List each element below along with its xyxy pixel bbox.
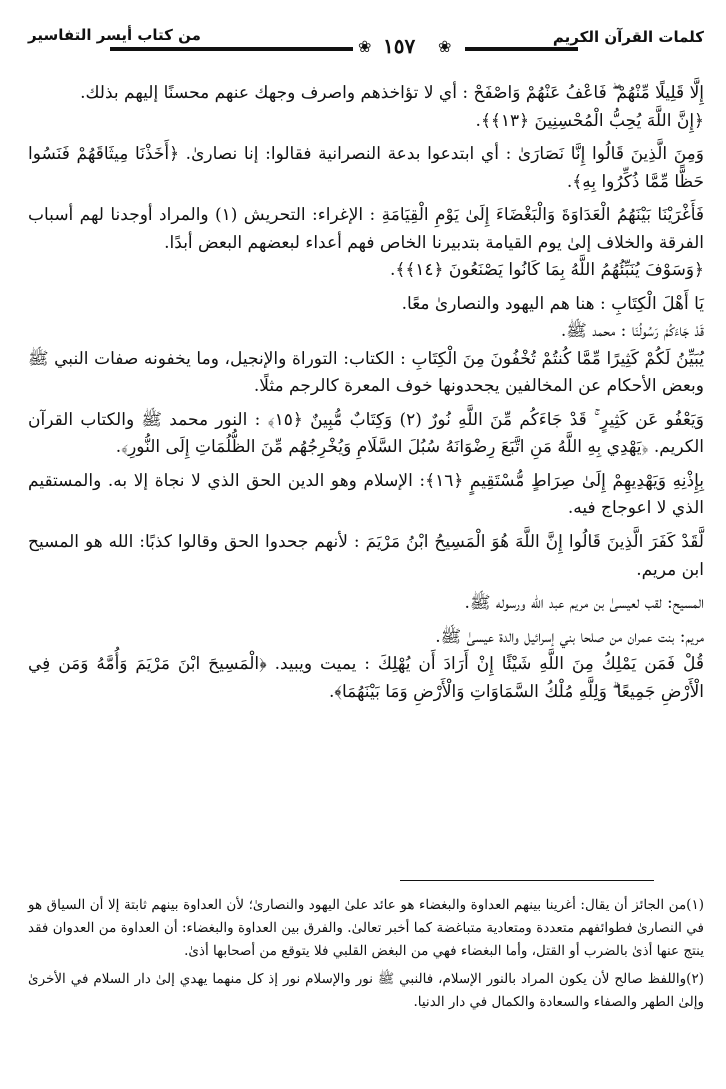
paragraph: مريم: بنت عمران من صلحا بني إسرائيل والدة عيسىٰ ﷺ. (435, 626, 704, 647)
page-header (28, 26, 704, 74)
header-rule-left (110, 47, 353, 51)
paragraph: إِلَّا قَلِيلًا مِّنْهُمْ ۖ فَاعْفُ عَنْهُمْ وَاصْفَحْ : أي لا تؤاخذهم واصرف وجهك عنهم محسنًا إليهم بذلك. (80, 83, 704, 103)
paragraph: ﴿وَسَوْفَ يُنَبِّئُهُمُ اللَّهُ بِمَا كَانُوا يَصْنَعُونَ ﴿١٤﴾﴾. (389, 260, 704, 281)
footnote-separator (400, 880, 654, 881)
paragraph: يُبَيِّنُ لَكُمْ كَثِيرًا مِّمَّا كُنتُمْ تُخْفُونَ مِنَ الْكِتَابِ : الكتاب: التوراة والإنجيل، وما يخفونه صفات النبي ﷺ وبعض الأحكام عن المخالفين يجحدونها خوف المعرة كالرجم مثلًا. (28, 348, 704, 397)
paragraph: يَا أَهْلَ الْكِتَابِ : هنا هم اليهود والنصارىٰ معًا. (401, 293, 704, 314)
ornament-icon: ❀ (438, 37, 452, 56)
footnotes (28, 894, 704, 1014)
header-rule-right (465, 47, 578, 51)
paragraph: وَمِنَ الَّذِينَ قَالُوا إِنَّا نَصَارَىٰ : أي ابتدعوا بدعة النصرانية فقالوا: إنا نصارىٰ. ﴿أَخَذْنَا مِيثَاقَهُمْ فَنَسُوا حَظًّا مِّمَّا ذُكِّرُوا بِهِ﴾. (28, 144, 704, 192)
paragraph: لَّقَدْ كَفَرَ الَّذِينَ قَالُوا إِنَّ اللَّهَ هُوَ الْمَسِيحُ ابْنُ مَرْيَمَ : لأنهم جحدوا الحق وقالوا كذبًا: الله هو المسيح ابن مريم. (28, 531, 704, 580)
paragraph: ﴿إِنَّ اللَّهَ يُحِبُّ الْمُحْسِنِينَ ﴿١٣﴾﴾. (475, 110, 704, 131)
paragraph: بِإِذْنِهِ وَيَهْدِيهِمْ إِلَىٰ صِرَاطٍ مُّسْتَقِيمٍ ﴿١٦﴾: الإسلام وهو الدين الحق الذي لا نجاة إلا به. والمستقيم الذي لا اعوجاج فيه. (28, 470, 704, 519)
main-text (28, 80, 704, 706)
paragraph: المسيح: لقب لعيسىٰ بن مريم عبد الله ورسوله ﷺ. (464, 593, 704, 614)
paragraph: فَأَغْرَيْنَا بَيْنَهُمُ الْعَدَاوَةَ وَالْبَغْضَاءَ إِلَىٰ يَوْمِ الْقِيَامَةِ : الإغراء: التحريش (١) والمراد أوجدنا لهم أسباب الفرقة والخلاف إلىٰ يوم القيامة بتدبيرنا الخاص فهم أعداء لبعضهم البعض أبدًا. (28, 205, 705, 253)
ornament-icon: ❀ (358, 37, 372, 56)
paragraph: قَدْ جَاءَكُمْ رَسُولُنَا : محمد ﷺ. (560, 321, 704, 342)
header-right-title: كلمات القرآن الكريم (552, 28, 704, 46)
header-left-title: من كتاب أيسر التفاسير (28, 26, 201, 44)
footnote: (١)من الجائز أن يقال: أغرينا بينهم العداوة والبغضاء هو عائد علىٰ اليهود والنصارىٰ؛ لأن العداوة بينهم ثابتة إلا أن السياق هو في النصارىٰ فطوائفهم متعددة ومتعادية متباغضة كما أخبر تعالىٰ. والفرق بين العداوة والبغضاء: أن العداوة من العدوان فقد ينتج عنها أذىٰ بالضرب أو القتل، وأما البغضاء فهي من البغض القلبي فلا يتوقع من أصحابها أذىٰ. (28, 897, 704, 960)
paragraph: قُلْ فَمَن يَمْلِكُ مِنَ اللَّهِ شَيْئًا إِنْ أَرَادَ أَن يُهْلِكَ : يميت ويبيد. ﴿الْمَسِيحَ ابْنَ مَرْيَمَ وَأُمَّهُ وَمَن فِي الْأَرْضِ جَمِيعًا ۗ وَلِلَّهِ مُلْكُ السَّمَاوَاتِ وَالْأَرْضِ وَمَا بَيْنَهُمَا﴾. (28, 654, 704, 702)
footnote: (٢)واللفظ صالح لأن يكون المراد بالنور الإسلام، فالنبي ﷺ نور والإسلام نور إذ كل منهما يهدي إلىٰ دار السلام في الأخرىٰ وإلىٰ الطهر والصفاء والسعادة والكمال في دار الدنيا. (28, 970, 704, 1010)
page-number: ١٥٧ (383, 34, 416, 58)
paragraph: وَيَعْفُو عَن كَثِيرٍ ۚ قَدْ جَاءَكُم مِّنَ اللَّهِ نُورٌ (٢) وَكِتَابٌ مُّبِينٌ ﴿١٥﴾ : النور محمد ﷺ والكتاب القرآن الكريم. ﴿يَهْدِي بِهِ اللَّهُ مَنِ اتَّبَعَ رِضْوَانَهُ سُبُلَ السَّلَامِ وَيُخْرِجُهُم مِّنَ الظُّلُمَاتِ إِلَى النُّورِ﴾. (28, 409, 704, 458)
